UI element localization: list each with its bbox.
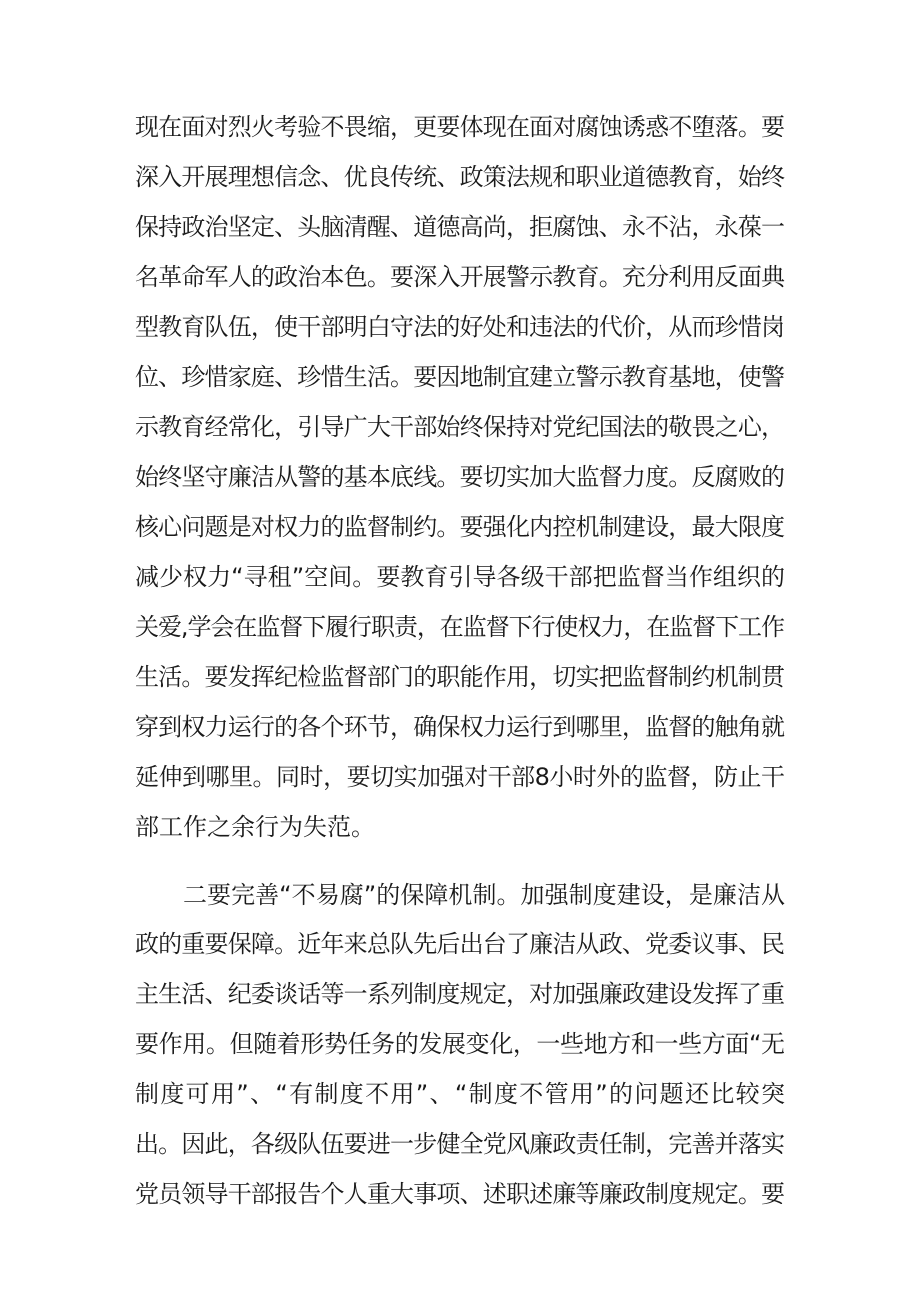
text-line <box>0 657 920 697</box>
text-line <box>0 357 920 397</box>
text-line <box>0 407 920 447</box>
line-text: 主生活、纪委谈话等一系列制度规定，对加强廉政建设发挥了重 <box>135 980 785 1008</box>
line-text: 出。因此，各级队伍要进一步健全党风廉政责任制，完善并落实 <box>135 1130 785 1158</box>
line-text: 制度可用”、“有制度不用”、“制度不管用”的问题还比较突 <box>135 1080 787 1108</box>
line-text: 二要完善“不易腐”的保障机制。加强制度建设，是廉洁从 <box>183 881 786 909</box>
text-line <box>0 207 920 247</box>
text-line <box>0 457 920 497</box>
text-line <box>0 257 920 297</box>
line-text: 始终坚守廉洁从警的基本底线。要切实加大监督力度。反腐败的 <box>135 463 785 491</box>
text-line <box>0 924 920 964</box>
text-line <box>0 507 920 547</box>
text-line <box>0 974 920 1014</box>
line-text: 部工作之余行为失范。 <box>135 813 375 841</box>
line-text: 型教育队伍，使干部明白守法的好处和违法的代价，从而珍惜岗 <box>135 313 785 341</box>
line-text: 保持政治坚定、头脑清醒、道德高尚，拒腐蚀、永不沾，永葆一 <box>135 213 785 241</box>
line-text: 延伸到哪里。同时，要切实加强对干部8小时外的监督，防止干 <box>135 763 785 791</box>
text-line <box>0 707 920 747</box>
line-text: 核心问题是对权力的监督制约。要强化内控机制建设，最大限度 <box>135 513 785 541</box>
text-line <box>0 757 920 797</box>
line-text: 生活。要发挥纪检监督部门的职能作用，切实把监督制约机制贯 <box>135 663 785 691</box>
line-text: 政的重要保障。近年来总队先后出台了廉洁从政、党委议事、民 <box>135 930 785 958</box>
line-text: 穿到权力运行的各个环节，确保权力运行到哪里，监督的触角就 <box>135 713 785 741</box>
line-text: 位、珍惜家庭、珍惜生活。要因地制宜建立警示教育基地，使警 <box>135 363 785 391</box>
line-text: 示教育经常化，引导广大干部始终保持对党纪国法的敬畏之心， <box>135 413 785 441</box>
line-text: 减少权力“寻租”空间。要教育引导各级干部把监督当作组织的 <box>135 563 786 591</box>
text-line <box>0 1174 920 1214</box>
line-text: 关爱,学会在监督下履行职责，在监督下行使权力，在监督下工作 <box>135 613 784 641</box>
text-line <box>0 157 920 197</box>
line-text: 深入开展理想信念、优良传统、政策法规和职业道德教育，始终 <box>135 163 785 191</box>
text-line <box>0 307 920 347</box>
text-line <box>0 875 920 915</box>
text-line <box>0 807 920 847</box>
text-line <box>0 557 920 597</box>
text-line <box>0 1124 920 1164</box>
line-text: 要作用。但随着形势任务的发展变化，一些地方和一些方面“无 <box>135 1030 785 1058</box>
line-text: 名革命军人的政治本色。要深入开展警示教育。充分利用反面典 <box>135 263 785 291</box>
text-line <box>0 607 920 647</box>
text-line <box>0 1074 920 1114</box>
line-text: 党员领导干部报告个人重大事项、述职述廉等廉政制度规定。要 <box>135 1180 785 1208</box>
text-line <box>0 1024 920 1064</box>
text-line <box>0 107 920 147</box>
line-text: 现在面对烈火考验不畏缩，更要体现在面对腐蚀诱惑不堕落。要 <box>135 113 785 141</box>
